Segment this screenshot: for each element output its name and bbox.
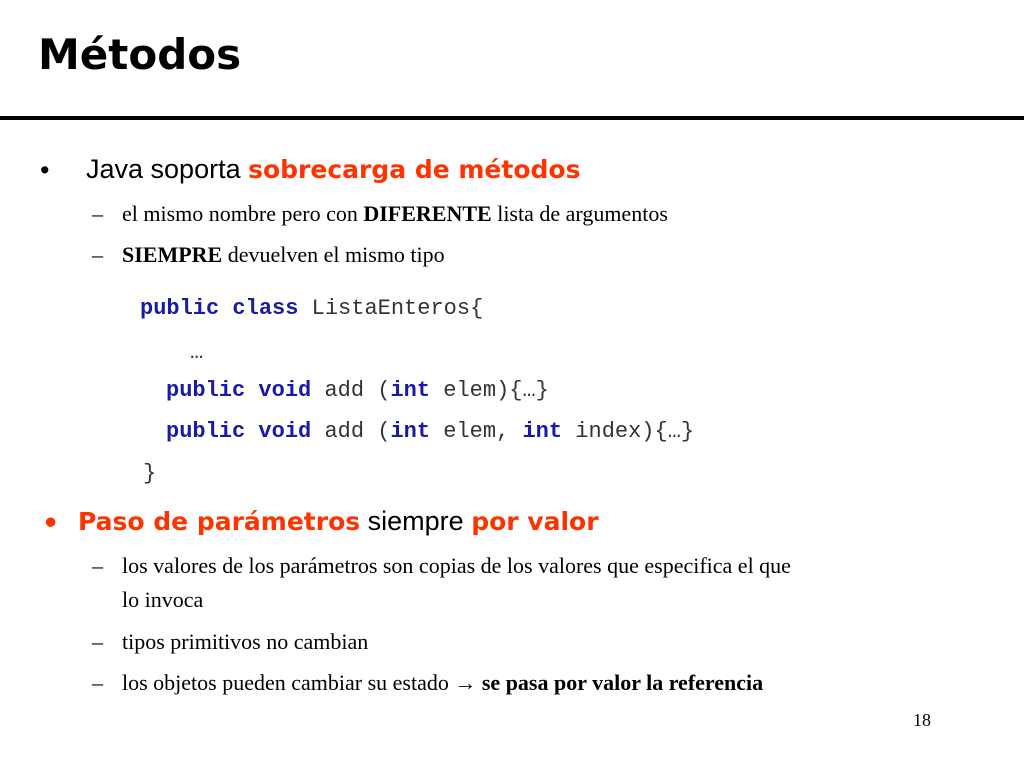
code-keyword: public [166,419,246,444]
sub-text: lista de argumentos [491,201,668,226]
code-text: add ( [324,378,391,403]
sub-bullet-2-3 [122,666,763,700]
slide-title: Métodos [38,30,242,79]
title-divider [0,116,1024,120]
page-number: 18 [913,710,931,730]
dash-marker: – [92,242,103,267]
code-text: index){…} [575,419,695,444]
code-keyword: int [390,419,431,444]
code-text: elem){…} [443,378,549,403]
arrow-right-icon: → [454,670,477,695]
code-keyword: int [522,419,563,444]
code-keyword: void [258,419,312,444]
bullet-marker: • [42,508,60,539]
sub-bold: SIEMPRE [122,242,223,267]
bullet-2-text: siempre [360,506,472,536]
dash-marker: – [92,670,103,695]
code-line-3 [166,378,549,403]
sub-bullet-2-1 [122,549,791,617]
sub-text: los valores de los parámetros son copias de los valores que especifica el que [122,553,791,578]
code-text: ListaEnteros{ [311,296,484,321]
sub-text: lo invoca [122,587,204,612]
code-line-2: … [190,340,204,365]
sub-bullet-1-1 [122,197,668,231]
dash-marker: – [92,553,103,578]
sub-text: el mismo nombre pero con [122,201,364,226]
sub-bullet-2-2: tipos primitivos no cambian [122,629,369,654]
bullet-1-highlight: sobrecarga de métodos [248,155,581,184]
sub-bullet-1-2 [122,238,445,272]
bullet-2-highlight-2: por valor [471,507,599,536]
code-keyword: void [258,378,312,403]
bullet-2-highlight-1: Paso de parámetros [78,507,361,536]
sub-text: los objetos pueden cambiar su estado [122,670,455,695]
code-line-5: } [143,461,157,486]
code-keyword: public [140,296,220,321]
sub-bold: DIFERENTE [363,201,492,226]
dash-marker: – [92,629,103,654]
bullet-2 [78,506,599,537]
bullet-1 [86,154,580,185]
sub-bold: se pasa por valor la referencia [476,670,764,695]
code-keyword: int [390,378,431,403]
bullet-marker: • [40,155,50,185]
code-line-4 [166,419,694,444]
sub-text: devuelven el mismo tipo [222,242,445,267]
bullet-1-text: Java soporta [86,154,249,184]
dash-marker: – [92,201,103,226]
code-text: elem, [443,419,523,444]
code-text: add ( [324,419,391,444]
code-keyword: class [232,296,299,321]
code-line-1 [140,296,483,321]
code-keyword: public [166,378,246,403]
